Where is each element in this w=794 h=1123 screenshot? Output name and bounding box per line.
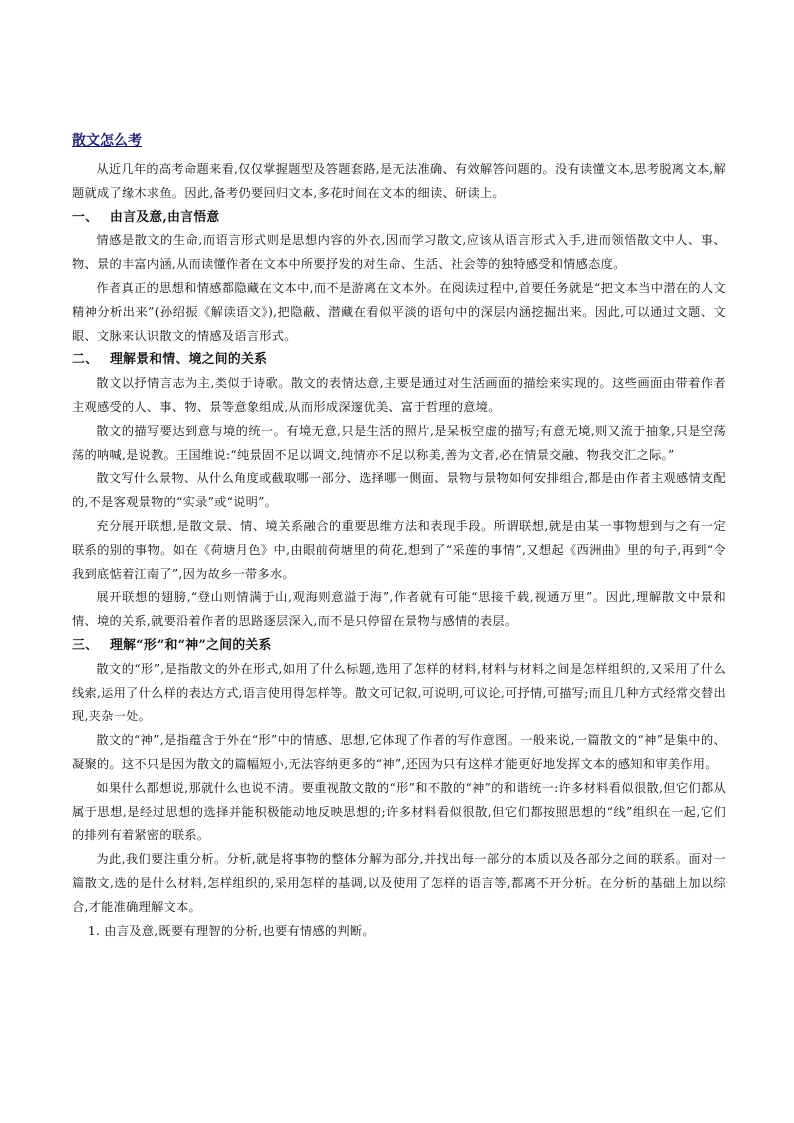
section-heading-text: 理解景和情、境之间的关系 (110, 352, 268, 368)
section-heading-text: 由言及意,由言悟意 (110, 209, 220, 225)
section-number: 三、 (72, 637, 99, 653)
document-page (72, 130, 726, 943)
paragraph: 散文的“形”,是指散文的外在形式,如用了什么标题,选用了怎样的材料,材料与材料之间是怎样组织的,又采用了什么线索,运用了什么样的表达方式,语言使用得怎样等。散文可记叙,可说明,可议论,可抒情,可描写;而且几种方式经常交替出现,夹杂一处。 (72, 661, 726, 724)
paragraph: 情感是散文的生命,而语言形式则是思想内容的外衣,因而学习散文,应该从语言形式入手,进而领悟散文中人、事、物、景的丰富内涵,从而读懂作者在文本中所要抒发的对生命、生活、社会等的独特感受和情感态度。 (72, 233, 726, 272)
section-heading-text: 理解“形”和“神”之间的关系 (110, 637, 272, 653)
paragraph: 从近几年的高考命题来看,仅仅掌握题型及答题套路,是无法准确、有效解答问题的。没有读懂文本,思考脱离文本,解题就成了缘木求鱼。因此,备考仍要回归文本,多花时间在文本的细读、研读上。 (72, 162, 726, 200)
section-heading (72, 348, 726, 372)
paragraph: 散文写什么景物、从什么角度或截取哪一部分、选择哪一侧面、景物与景物如何安排组合,都是由作者主观感情支配的,不是客观景物的“实录”或“说明”。 (72, 471, 726, 510)
document-title: 散文怎么考 (72, 133, 142, 149)
paragraph: 充分展开联想,是散文景、情、境关系融合的重要思维方法和表现手段。所谓联想,就是由某一事物想到与之有一定联系的别的事物。如在《荷塘月色》中,由眼前荷塘里的荷花,想到了“采莲的事情”,又想起《西洲曲》里的句子,再到“令我到底惦着江南了”,因为故乡一带多水。 (72, 518, 726, 581)
paragraph: 展开联想的翅膀,“登山则情满于山,观海则意溢于海”,作者就有可能“思接千载,视通万里”。因此,理解散文中景和情、境的关系,就要沿着作者的思路逐层深入,而不是只停留在景物与感情的表层。 (72, 590, 726, 629)
section-heading (72, 206, 726, 230)
section-number: 二、 (72, 352, 99, 368)
section-heading (72, 634, 726, 658)
paragraph: 为此,我们要注重分析。分析,就是将事物的整体分解为部分,并找出每一部分的本质以及各部分之间的联系。面对一篇散文,选的是什么材料,怎样组织的,采用怎样的基调,以及使用了怎样的语言等,都离不开分析。在分析的基础上加以综合,才能准确理解文本。 (72, 852, 726, 914)
paragraph: 散文的“神”,是指蕴含于外在“形”中的情感、思想,它体现了作者的写作意图。一般来说,一篇散文的“神”是集中的、凝聚的。这不只是因为散文的篇幅短小,无法容纳更多的“神”,还因为只有这样才能更好地发挥文本的感知和审美作用。 (72, 733, 726, 771)
section-number: 一、 (72, 209, 99, 225)
list-item: 1. 由言及意,既要有理智的分析,也要有情感的判断。 (87, 923, 375, 938)
paragraph: 散文的描写要达到意与境的统一。有境无意,只是生活的照片,是呆板空虚的描写;有意无境,则又流于抽象,只是空荡荡的呐喊,是说教。王国维说:“纯景固不足以调文,纯情亦不足以称美,善为文者,必在情景交融、物我交汇之际。” (72, 423, 726, 462)
paragraph: 如果什么都想说,那就什么也说不清。要重视散文散的“形”和不散的“神”的和谐统一:许多材料看似很散,但它们都从属于思想,是经过思想的选择并能积极能动地反映思想的;许多材料看似很散,但它们都按照思想的“线”组织在一起,它们的排列有着紧密的联系。 (72, 780, 726, 843)
paragraph: 散文以抒情言志为主,类似于诗歌。散文的表情达意,主要是通过对生活画面的描绘来实现的。这些画面由带着作者主观感受的人、事、物、景等意象组成,从而形成深邃优美、富于哲理的意境。 (72, 376, 726, 414)
paragraph: 作者真正的思想和情感都隐藏在文本中,而不是游离在文本外。在阅读过程中,首要任务就是“把文本当中潜在的人文精神分析出来”(孙绍振《解读语文》),把隐蔽、潜藏在看似平淡的语句中的深层内涵挖掘出来。因此,可以通过文题、文眼、文脉来认识散文的情感及语言形式。 (72, 280, 726, 343)
